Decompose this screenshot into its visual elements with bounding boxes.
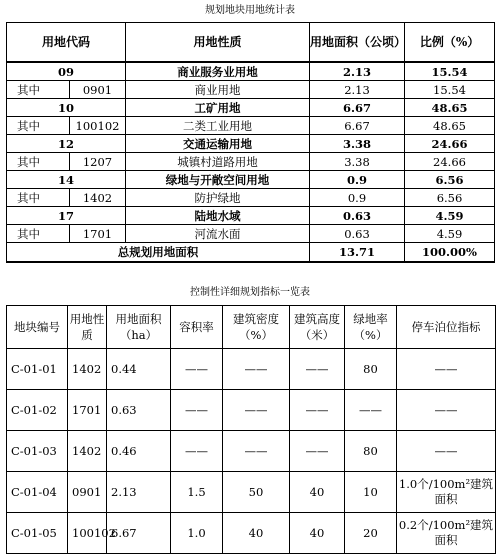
sub-area: 0.63 [310, 225, 405, 243]
sub-ratio: 4.59 [405, 225, 495, 243]
sub-code: 1402 [70, 189, 126, 207]
sub-label: 其中 [7, 81, 70, 99]
green-ratio: 20 [345, 513, 397, 554]
total-area: 13.71 [310, 243, 405, 263]
control-indicators-caption: 控制性详细规划指标一览表 [190, 287, 310, 298]
building-density: 40 [223, 513, 290, 554]
land-ratio: 6.56 [405, 171, 495, 189]
sub-code: 1701 [70, 225, 126, 243]
land-nature: 陆地水域 [126, 207, 310, 225]
header-building-height: 建筑高度（米） [290, 306, 345, 349]
table-row [7, 117, 495, 135]
land-code: 09 [7, 62, 126, 81]
building-height: —— [290, 390, 345, 431]
control-indicators-table [6, 305, 496, 554]
sub-ratio: 15.54 [405, 81, 495, 99]
floor-area-ratio: —— [171, 431, 223, 472]
land-ratio: 24.66 [405, 135, 495, 153]
floor-area-ratio: 1.5 [171, 472, 223, 513]
sub-label: 其中 [7, 225, 70, 243]
header-land-area: 用地面积（ha） [107, 306, 171, 349]
floor-area-ratio: —— [171, 390, 223, 431]
header-green-ratio: 绿地率（%） [345, 306, 397, 349]
total-ratio: 100.00% [405, 243, 495, 263]
header-land-code: 用地代码 [7, 23, 126, 63]
sub-ratio: 6.56 [405, 189, 495, 207]
sub-code: 1207 [70, 153, 126, 171]
header-row [7, 23, 495, 63]
land-nature: 100102 [68, 513, 107, 554]
parking-index: —— [397, 431, 496, 472]
sub-nature: 防护绿地 [126, 189, 310, 207]
sub-label: 其中 [7, 153, 70, 171]
table-row [7, 81, 495, 99]
land-area: 0.46 [107, 431, 171, 472]
land-nature: 商业服务业用地 [126, 62, 310, 81]
table-row [7, 225, 495, 243]
land-area: 0.63 [107, 390, 171, 431]
land-area: 6.67 [107, 513, 171, 554]
header-building-density: 建筑密度（%） [223, 306, 290, 349]
sub-nature: 商业用地 [126, 81, 310, 99]
land-area: 6.67 [310, 99, 405, 117]
land-nature: 交通运输用地 [126, 135, 310, 153]
sub-area: 3.38 [310, 153, 405, 171]
building-density: 50 [223, 472, 290, 513]
total-row [7, 243, 495, 263]
land-area: 2.13 [107, 472, 171, 513]
green-ratio: 80 [345, 349, 397, 390]
land-area: 0.9 [310, 171, 405, 189]
land-nature: 1701 [68, 390, 107, 431]
land-ratio: 48.65 [405, 99, 495, 117]
table-row [7, 99, 495, 117]
green-ratio: —— [345, 390, 397, 431]
block-number: C-01-04 [7, 472, 68, 513]
building-density: —— [223, 431, 290, 472]
land-nature: 绿地与开敞空间用地 [126, 171, 310, 189]
block-number: C-01-03 [7, 431, 68, 472]
land-code: 14 [7, 171, 126, 189]
land-use-statistics-table [6, 22, 495, 263]
floor-area-ratio: 1.0 [171, 513, 223, 554]
table-row [7, 153, 495, 171]
header-row [7, 306, 496, 349]
building-height: —— [290, 431, 345, 472]
sub-nature: 河流水面 [126, 225, 310, 243]
sub-code: 0901 [70, 81, 126, 99]
land-use-statistics-caption: 规划地块用地统计表 [205, 5, 295, 16]
table-row [7, 207, 495, 225]
sub-label: 其中 [7, 189, 70, 207]
table-row [7, 431, 496, 472]
sub-code: 100102 [70, 117, 126, 135]
block-number: C-01-01 [7, 349, 68, 390]
total-label: 总规划用地面积 [7, 243, 310, 263]
land-ratio: 15.54 [405, 62, 495, 81]
sub-nature: 城镇村道路用地 [126, 153, 310, 171]
sub-nature: 二类工业用地 [126, 117, 310, 135]
green-ratio: 80 [345, 431, 397, 472]
green-ratio: 10 [345, 472, 397, 513]
land-nature: 1402 [68, 431, 107, 472]
parking-index: 1.0个/100m²建筑面积 [397, 472, 496, 513]
table-row [7, 189, 495, 207]
land-code: 10 [7, 99, 126, 117]
land-area: 3.38 [310, 135, 405, 153]
sub-area: 0.9 [310, 189, 405, 207]
block-number: C-01-05 [7, 513, 68, 554]
land-area: 0.44 [107, 349, 171, 390]
table-row [7, 390, 496, 431]
table-row [7, 472, 496, 513]
sub-ratio: 24.66 [405, 153, 495, 171]
building-density: —— [223, 349, 290, 390]
land-area: 0.63 [310, 207, 405, 225]
block-number: C-01-02 [7, 390, 68, 431]
land-code: 12 [7, 135, 126, 153]
sub-area: 2.13 [310, 81, 405, 99]
land-nature: 1402 [68, 349, 107, 390]
header-land-nature: 用地性质 [68, 306, 107, 349]
land-code: 17 [7, 207, 126, 225]
table-row [7, 349, 496, 390]
parking-index: —— [397, 390, 496, 431]
table-row [7, 62, 495, 81]
table-row [7, 171, 495, 189]
sub-ratio: 48.65 [405, 117, 495, 135]
building-height: —— [290, 349, 345, 390]
parking-index: 0.2个/100m²建筑面积 [397, 513, 496, 554]
header-ratio: 比例（%） [405, 23, 495, 63]
table-row [7, 135, 495, 153]
building-height: 40 [290, 472, 345, 513]
parking-index: —— [397, 349, 496, 390]
land-ratio: 4.59 [405, 207, 495, 225]
land-nature: 0901 [68, 472, 107, 513]
building-height: 40 [290, 513, 345, 554]
building-density: —— [223, 390, 290, 431]
header-block-number: 地块编号 [7, 306, 68, 349]
sub-label: 其中 [7, 117, 70, 135]
land-area: 2.13 [310, 62, 405, 81]
sub-area: 6.67 [310, 117, 405, 135]
header-parking-index: 停车泊位指标 [397, 306, 496, 349]
header-land-nature: 用地性质 [126, 23, 310, 63]
header-land-area: 用地面积（公顷） [310, 23, 405, 63]
floor-area-ratio: —— [171, 349, 223, 390]
land-nature: 工矿用地 [126, 99, 310, 117]
table-row [7, 513, 496, 554]
header-floor-area-ratio: 容积率 [171, 306, 223, 349]
